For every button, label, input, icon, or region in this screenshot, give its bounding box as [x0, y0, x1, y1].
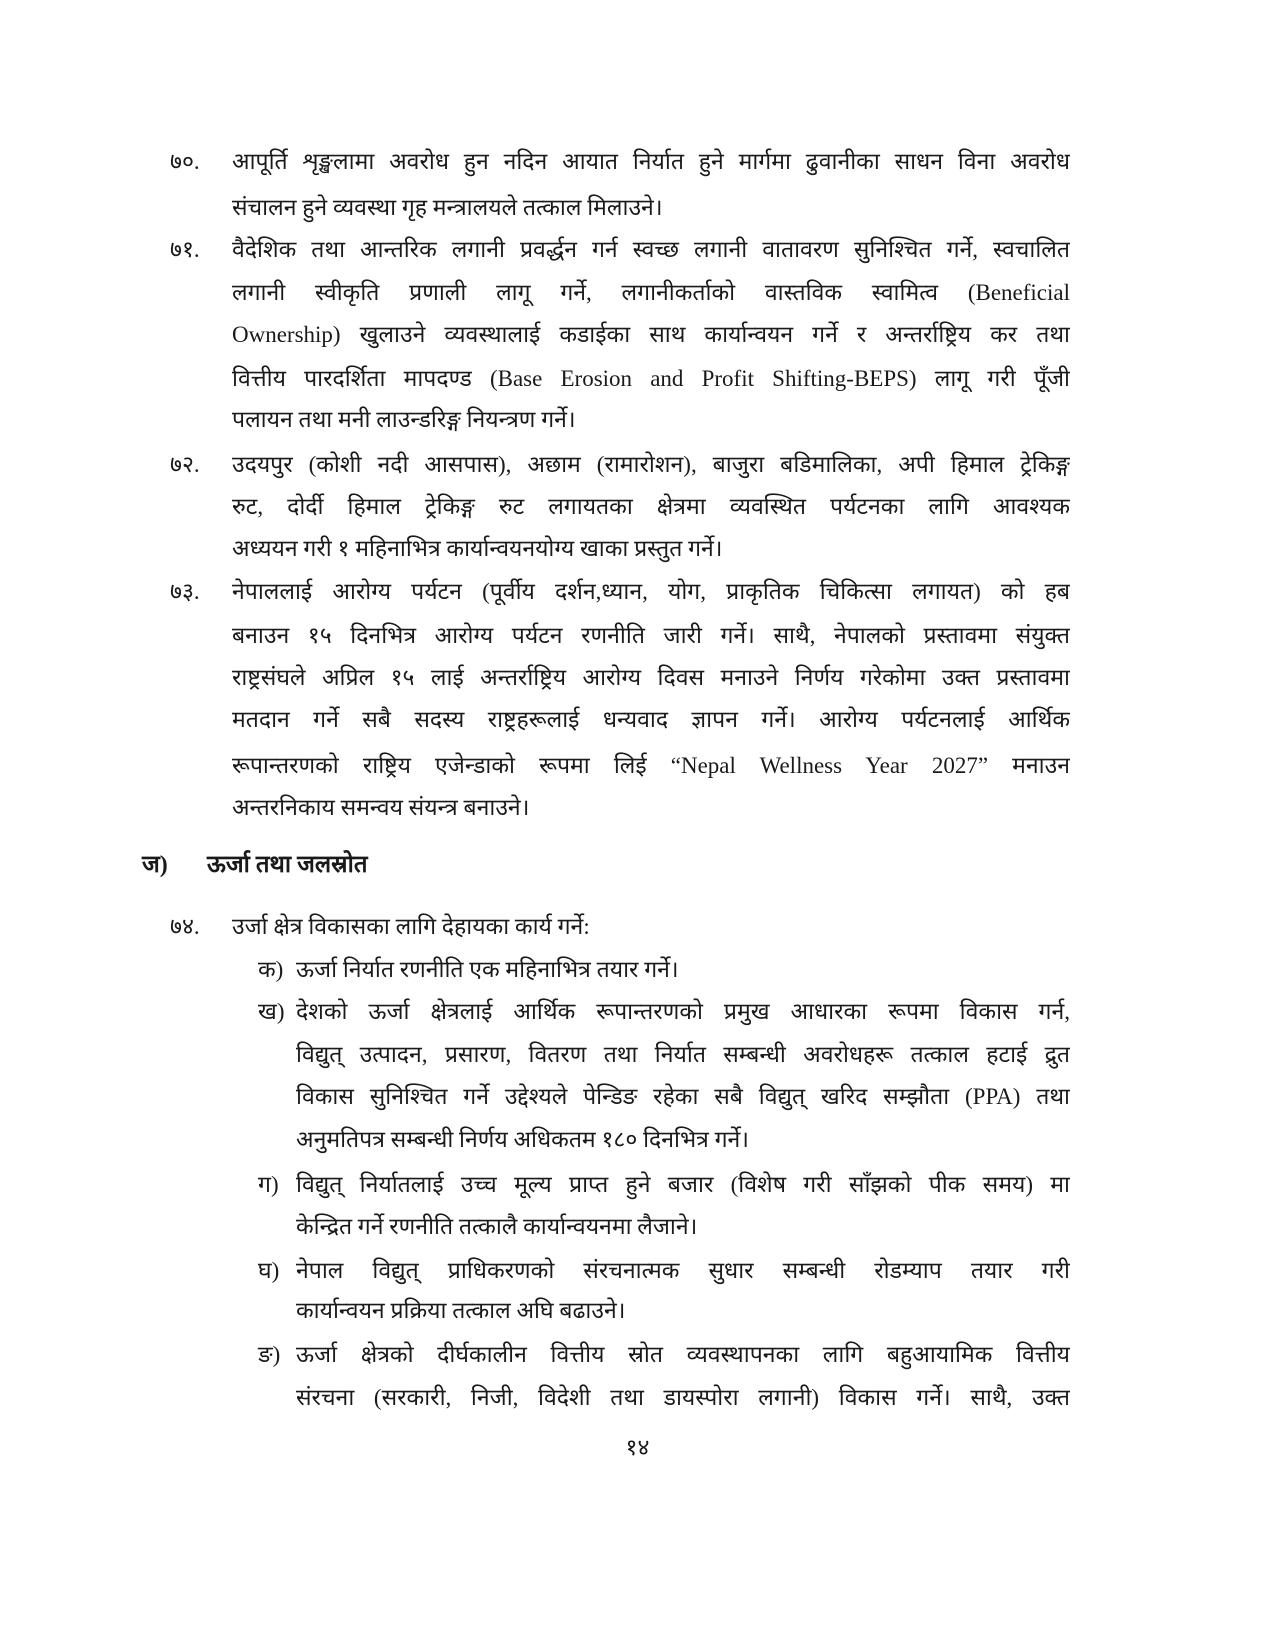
- subitem-label: ख): [258, 999, 285, 1024]
- subitem-line: विद्युत् उत्पादन, प्रसारण, वितरण तथा निर्यात सम्बन्धी अवरोधहरू तत्काल हटाई द्रुत: [296, 1042, 1070, 1067]
- paragraph-line: अध्ययन गरी १ महिनाभित्र कार्यान्वयनयोग्य खाका प्रस्तुत गर्ने।: [232, 536, 723, 561]
- paragraph-line: उदयपुर (कोशी नदी आसपास), अछाम (रामारोशन), बाजुरा बडिमालिका, अपी हिमाल ट्रेकिङ्ग: [232, 452, 1070, 477]
- subitem-label: घ): [258, 1258, 280, 1283]
- paragraph-line: बनाउन १५ दिनभित्र आरोग्य पर्यटन रणनीति जारी गर्ने। साथै, नेपालको प्रस्तावमा संयुक्त: [232, 623, 1070, 648]
- subitem-line: विद्युत् निर्यातलाई उच्च मूल्य प्राप्त हुने बजार (विशेष गरी साँझको पीक समय) मा: [296, 1172, 1070, 1197]
- paragraph-line: नेपाललाई आरोग्य पर्यटन (पूर्वीय दर्शन,ध्यान, योग, प्राकृतिक चिकित्सा लगायत) को हब: [232, 579, 1070, 604]
- subitem-line: ऊर्जा क्षेत्रको दीर्घकालीन वित्तीय स्रोत व्यवस्थापनका लागि बहुआयामिक वित्तीय: [296, 1342, 1070, 1367]
- subitem-line: ऊर्जा निर्यात रणनीति एक महिनाभित्र तयार गर्ने।: [296, 957, 679, 982]
- subitem-label: क): [258, 957, 284, 982]
- item-number: ७३.: [170, 579, 200, 604]
- item-intro: उर्जा क्षेत्र विकासका लागि देहायका कार्य गर्ने:: [232, 914, 590, 939]
- paragraph-line: आपूर्ति शृङ्खलामा अवरोध हुन नदिन आयात निर्यात हुने मार्गमा ढुवानीका साधन विना अवरोध: [232, 149, 1070, 174]
- section-label: ज): [142, 852, 168, 878]
- subitem-label: ग): [258, 1172, 279, 1197]
- subitem-line: कार्यान्वयन प्रक्रिया तत्काल अघि बढाउने।: [296, 1298, 626, 1323]
- paragraph-line: संचालन हुने व्यवस्था गृह मन्त्रालयले तत्काल मिलाउने।: [232, 195, 663, 220]
- subitem-line: केन्द्रित गर्ने रणनीति तत्कालै कार्यान्वयनमा लैजाने।: [296, 1214, 698, 1239]
- item-number: ७१.: [170, 237, 200, 262]
- paragraph-line: रुट, दोर्दी हिमाल ट्रेकिङ्ग रुट लगायतका क्षेत्रमा व्यवस्थित पर्यटनका लागि आवश्यक: [232, 494, 1070, 519]
- paragraph-line: Ownership) खुलाउने व्यवस्थालाई कडाईका साथ कार्यान्वयन गर्ने र अन्तर्राष्ट्रिय कर तथा: [232, 322, 1070, 347]
- subitem-line: नेपाल विद्युत् प्राधिकरणको संरचनात्मक सुधार सम्बन्धी रोडम्याप तयार गरी: [296, 1258, 1070, 1283]
- paragraph-line: राष्ट्रसंघले अप्रिल १५ लाई अन्तर्राष्ट्रिय आरोग्य दिवस मनाउने निर्णय गरेकोमा उक्त प्रस्तावमा: [232, 665, 1070, 690]
- paragraph-line: रूपान्तरणको राष्ट्रिय एजेन्डाको रूपमा लिई “Nepal Wellness Year 2027” मनाउन: [232, 753, 1070, 778]
- subitem-line: अनुमतिपत्र सम्बन्धी निर्णय अधिकतम १८० दिनभित्र गर्ने।: [296, 1127, 750, 1152]
- paragraph-line: वित्तीय पारदर्शिता मापदण्ड (Base Erosion and Profit Shifting-BEPS) लागू गरी पूँजी: [232, 366, 1070, 391]
- item-number: ७४.: [170, 914, 200, 939]
- subitem-line: विकास सुनिश्चित गर्ने उद्देश्यले पेन्डिङ रहेका सबै विद्युत् खरिद सम्झौता (PPA) तथा: [296, 1084, 1070, 1109]
- section-title: ऊर्जा तथा जलस्रोत: [207, 852, 368, 878]
- subitem-line: संरचना (सरकारी, निजी, विदेशी तथा डायस्पोरा लगानी) विकास गर्ने। साथै, उक्त: [296, 1385, 1070, 1410]
- item-number: ७०.: [170, 149, 200, 174]
- item-number: ७२.: [170, 452, 200, 477]
- subitem-line: देशको ऊर्जा क्षेत्रलाई आर्थिक रूपान्तरणको प्रमुख आधारका रूपमा विकास गर्न,: [296, 999, 1070, 1024]
- paragraph-line: वैदेशिक तथा आन्तरिक लगानी प्रवर्द्धन गर्न स्वच्छ लगानी वातावरण सुनिश्चित गर्ने, स्वचालित: [232, 237, 1070, 262]
- page-number: १४: [625, 1435, 650, 1460]
- paragraph-line: मतदान गर्ने सबै सदस्य राष्ट्रहरूलाई धन्यवाद ज्ञापन गर्ने। आरोग्य पर्यटनलाई आर्थिक: [232, 707, 1070, 732]
- subitem-label: ङ): [258, 1342, 281, 1367]
- paragraph-line: लगानी स्वीकृति प्रणाली लागू गर्ने, लगानीकर्ताको वास्तविक स्वामित्व (Beneficial: [232, 280, 1070, 305]
- paragraph-line: पलायन तथा मनी लाउन्डरिङ्ग नियन्त्रण गर्ने।: [232, 407, 576, 432]
- paragraph-line: अन्तरनिकाय समन्वय संयन्त्र बनाउने।: [232, 795, 530, 820]
